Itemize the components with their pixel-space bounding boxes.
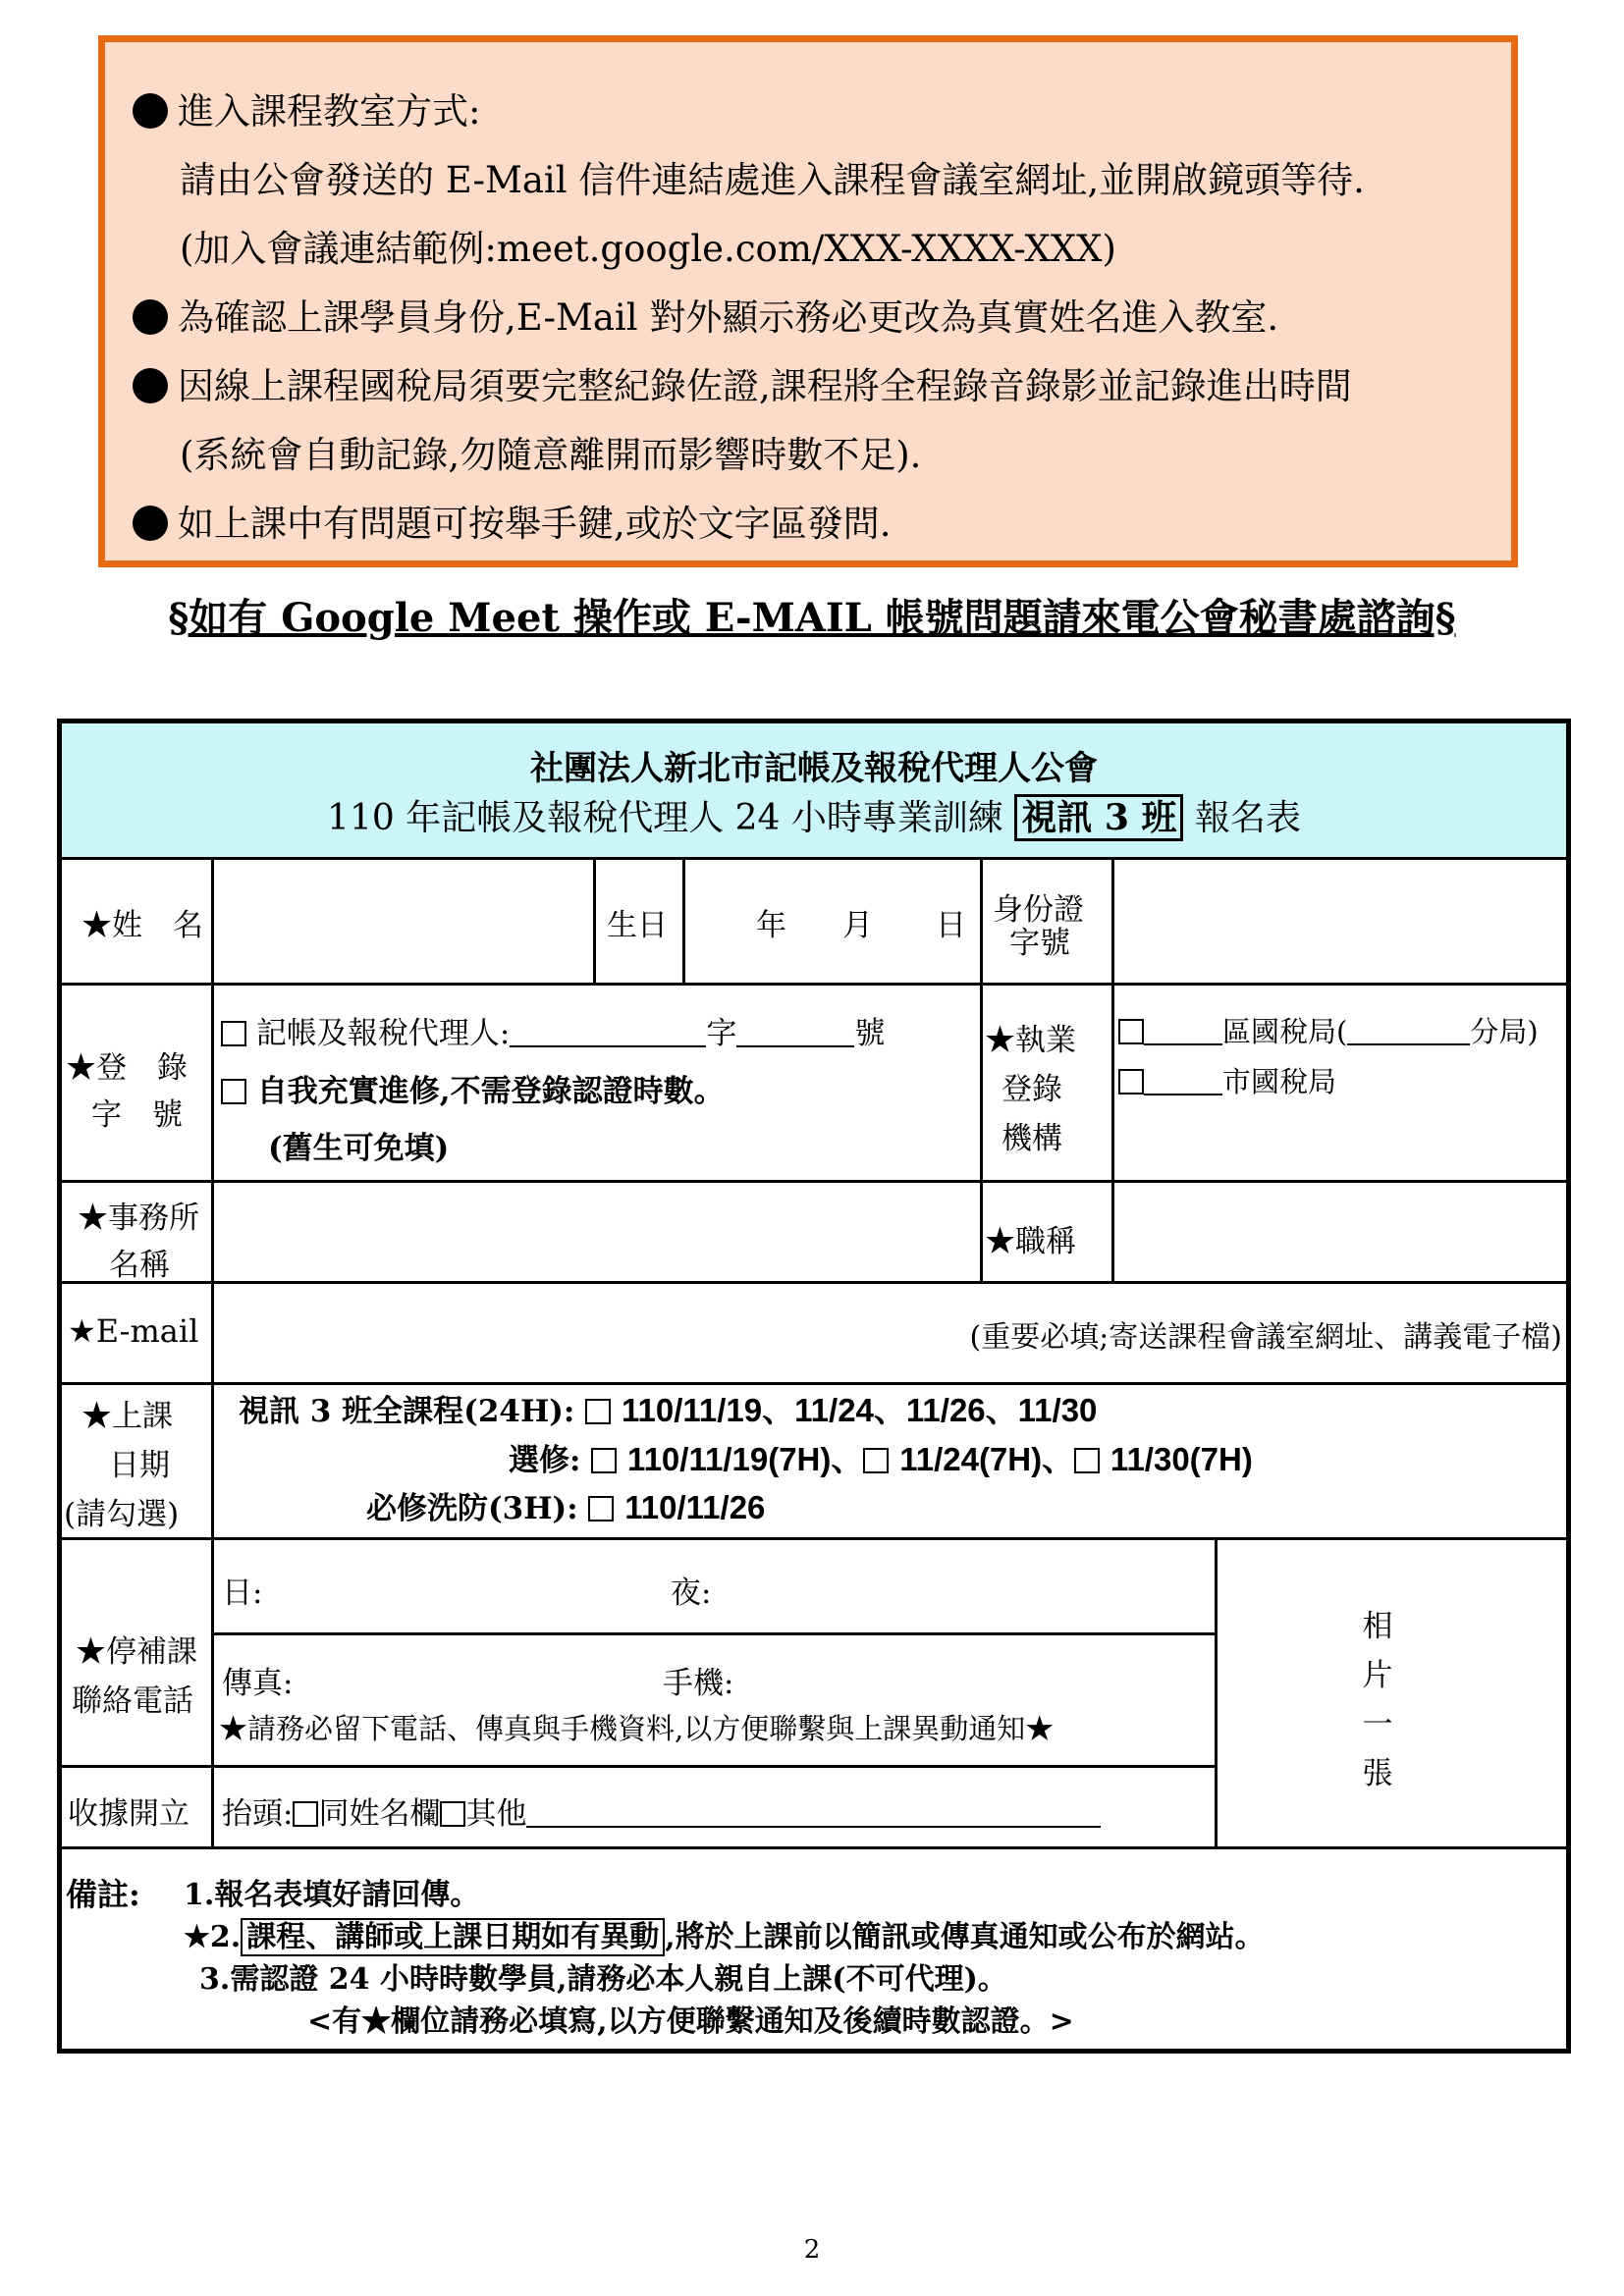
receipt-other-blank[interactable]	[526, 1796, 1101, 1828]
form-title-bar	[62, 723, 1566, 857]
day-phone-label: 日:	[222, 1575, 263, 1611]
birth-label: 生日	[607, 908, 668, 943]
remarks-heading: 備註:	[66, 1876, 140, 1913]
org-label-line2: 登錄	[1001, 1072, 1062, 1107]
photo-placeholder: 相 片 一 張	[1362, 1609, 1393, 1791]
email-label: ★E-mail	[68, 1312, 199, 1350]
job-title-label: ★職稱	[985, 1224, 1076, 1259]
birth-year-label: 年	[756, 908, 786, 943]
elective-1119-checkbox[interactable]	[591, 1448, 617, 1473]
bullet-icon	[133, 506, 168, 541]
office-label-line1: ★事務所	[78, 1201, 199, 1236]
email-note: (重要必填;寄送課程會議室網址、講義電子檔)	[969, 1320, 1562, 1355]
org-option-city: 市國稅局	[1118, 1060, 1336, 1100]
birth-month-label: 月	[842, 908, 873, 943]
receipt-options: 抬頭: 同姓名欄 其他	[222, 1789, 1101, 1833]
remark-1: 1.報名表填好請回傳。	[184, 1878, 480, 1912]
org-city-checkbox[interactable]	[1118, 1069, 1144, 1095]
form-title-course: 110 年記帳及報稅代理人 24 小時專業訓練 視訊 3 班 報名表	[62, 790, 1566, 840]
contact-note: ★請務必留下電話、傳真與手機資料,以方便聯繫與上課異動通知★	[219, 1712, 1055, 1745]
notice-line: 進入課程教室方式:	[133, 78, 1472, 146]
notice-line: 如上課中有問題可按舉手鍵,或於文字區發問.	[133, 490, 1472, 559]
elective-1130-checkbox[interactable]	[1074, 1448, 1100, 1473]
page-number: 2	[803, 2235, 821, 2265]
fax-label: 傳真:	[222, 1666, 294, 1701]
job-title-input[interactable]	[1117, 1185, 1561, 1277]
help-line: §如有 Google Meet 操作或 E-MAIL 帳號問題請來電公會秘書處諮詢§	[168, 595, 1456, 641]
receipt-other-checkbox[interactable]	[440, 1801, 465, 1827]
name-label: ★姓 名	[81, 908, 203, 943]
reg-label-line2: 字 號	[91, 1097, 183, 1133]
mobile-label: 手機:	[663, 1666, 734, 1701]
org-city-blank[interactable]	[1144, 1064, 1222, 1095]
org-label-line1: ★執業	[985, 1023, 1076, 1058]
org-district-blank[interactable]	[1144, 1014, 1222, 1045]
remark-3: 3.需認證 24 小時時數學員,請務必本人親自上課(不可代理)。	[199, 1962, 1007, 1997]
night-phone-label: 夜:	[671, 1575, 712, 1611]
org-option-district: 區國稅局( 分局)	[1118, 1010, 1539, 1050]
date-label-line2: 日期	[109, 1448, 170, 1483]
bullet-icon	[133, 368, 168, 403]
class-badge: 視訊 3 班	[1014, 794, 1183, 841]
reg-word-blank[interactable]	[510, 1016, 706, 1047]
receipt-same-name-checkbox[interactable]	[293, 1801, 318, 1827]
reg-label-line1: ★登 錄	[66, 1050, 188, 1086]
notice-line: 為確認上課學員身份,E-Mail 對外顯示務必更改為真實姓名進入教室.	[133, 284, 1472, 352]
id-number-input[interactable]	[1117, 861, 1561, 981]
date-full-course: 視訊 3 班全課程(24H): 110/11/19、11/24、11/26、11/30	[239, 1392, 1098, 1429]
office-label-line2: 名稱	[109, 1248, 170, 1283]
elective-1124-checkbox[interactable]	[863, 1448, 889, 1473]
notice-line: (加入會議連結範例:meet.google.com/XXX-XXXX-XXX)	[180, 228, 1116, 270]
bullet-icon	[133, 93, 168, 129]
birth-day-label: 日	[936, 908, 966, 943]
remark-4: <有★欄位請務必填寫,以方便聯繫通知及後續時數認證。>	[307, 2004, 1074, 2039]
reg-note: (舊生可免填)	[268, 1131, 450, 1166]
name-input[interactable]	[217, 861, 590, 981]
notice-line: (系統會自動記錄,勿隨意離開而影響時數不足).	[180, 434, 922, 476]
date-elective: 選修: 110/11/19(7H)、 11/24(7H)、 11/30(7H)	[509, 1441, 1253, 1478]
reg-self-checkbox[interactable]	[221, 1079, 246, 1104]
date-required: 必修洗防(3H): 110/11/26	[366, 1489, 766, 1526]
office-name-input[interactable]	[217, 1185, 977, 1277]
contact-label-line1: ★停補課	[76, 1634, 197, 1670]
contact-label-line2: 聯絡電話	[72, 1683, 193, 1719]
receipt-label: 收據開立	[68, 1796, 189, 1832]
form-title-org: 社團法人新北市記帳及報稅代理人公會	[530, 749, 1098, 788]
reg-number-blank[interactable]	[736, 1016, 854, 1047]
bullet-icon	[133, 299, 168, 335]
reg-option-agent: 記帳及報稅代理人: 字 號	[221, 1008, 885, 1052]
org-label-line3: 機構	[1001, 1121, 1062, 1156]
reg-option-self: 自我充實進修,不需登錄認證時數。	[221, 1066, 725, 1110]
date-label-line3: (請勾選)	[64, 1497, 180, 1532]
required-checkbox[interactable]	[588, 1496, 614, 1522]
notice-box	[98, 35, 1518, 567]
notice-line: 請由公會發送的 E-Mail 信件連結處進入課程會議室網址,並開啟鏡頭等待.	[180, 159, 1365, 201]
registration-form	[57, 719, 1571, 2054]
id-label-line2: 字號	[1009, 926, 1070, 961]
reg-agent-checkbox[interactable]	[221, 1021, 246, 1046]
org-district-checkbox[interactable]	[1118, 1019, 1144, 1044]
date-label-line1: ★上課	[81, 1399, 173, 1434]
full-course-checkbox[interactable]	[585, 1399, 611, 1424]
id-label-line1: 身份證	[993, 892, 1084, 928]
remark-2: ★2. 課程、講師或上課日期如有異動 ,將於上課前以簡訊或傳真通知或公布於網站。	[184, 1920, 1265, 1954]
org-branch-blank[interactable]	[1347, 1014, 1470, 1045]
notice-line: 因線上課程國稅局須要完整紀錄佐證,課程將全程錄音錄影並記錄進出時間	[133, 352, 1472, 421]
